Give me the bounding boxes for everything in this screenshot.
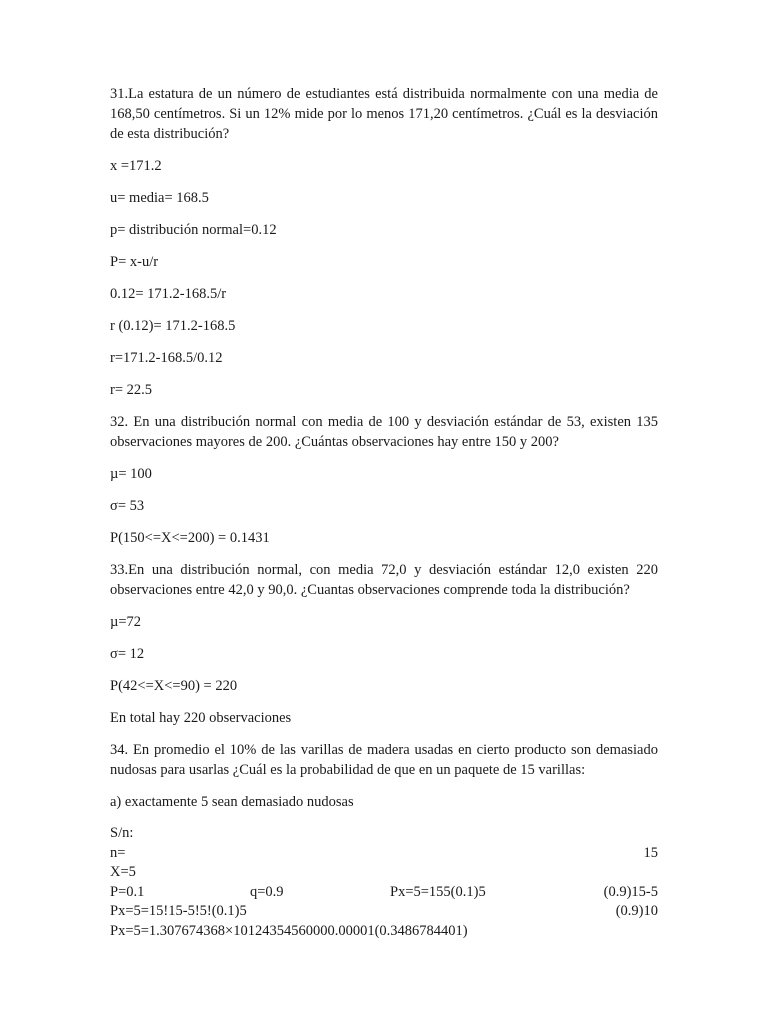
question-32-text: 32. En una distribución normal con media de 100 y desviación estándar de 53, existen 135 observaciones mayores de 200. ¿Cuántas observaciones hay entre 150 y 200? [110,414,658,450]
q34-n-value: 15 [643,844,658,861]
q32-line-1: µ= 100 [110,466,152,482]
question-33-text: 33.En una distribución normal, con media 72,0 y desviación estándar 12,0 existen 220 observaciones entre 42,0 y 90,0. ¿Cuantas observaciones comprende toda la distribución? [110,562,658,598]
q32-line-3: P(150<=X<=200) = 0.1431 [110,530,270,546]
q31-line-4: P= x-u/r [110,254,159,270]
q33-line-2: σ= 12 [110,646,145,662]
q33-line-3: P(42<=X<=90) = 220 [110,678,238,694]
q34-p-value: P=0.1 [110,883,145,900]
q34-px-formula: Px=5=155(0.1)5 [390,883,486,900]
q34-px1-row [110,902,658,922]
q34-px1-right: (0.9)10 [615,903,658,919]
q34-n-label: n= [110,844,126,861]
q34-part-a: a) exactamente 5 sean demasiado nudosas [110,794,354,810]
q34-px2-line: Px=5=1.307674368×10124354560000.00001(0.3486784401) [110,922,468,939]
question-31-text: 31.La estatura de un número de estudiantes está distribuida normalmente con una media de 168,50 centímetros. Si un 12% mide por lo menos 171,20 centímetros. ¿Cuál es la desviación de esta distribución? [110,86,658,142]
q34-sn-label: S/n: [110,825,134,841]
q33-line-4: En total hay 220 observaciones [110,710,292,726]
q31-line-6: r (0.12)= 171.2-168.5 [110,318,236,334]
q31-line-2: u= media= 168.5 [110,190,209,206]
question-34-text: 34. En promedio el 10% de las varillas de madera usadas en cierto producto son demasiado nudosas para usarlas ¿Cuál es la probabilidad de que en un paquete de 15 varillas: [110,742,658,778]
q34-n-row [110,844,658,864]
q31-line-7: r=171.2-168.5/0.12 [110,350,223,366]
q34-x-line: X=5 [110,864,136,880]
q33-line-1: µ=72 [110,614,142,630]
q34-px-exponent: (0.9)15-5 [603,883,658,900]
q34-p-row [110,883,658,903]
q31-line-3: p= distribución normal=0.12 [110,222,277,238]
q34-q-value: q=0.9 [250,883,284,900]
q34-solution [110,824,658,941]
q31-line-8: r= 22.5 [110,382,153,398]
q34-px1-left: Px=5=15!15-5!5!(0.1)5 [110,903,247,919]
document-page [110,84,658,941]
q31-line-1: x =171.2 [110,158,162,174]
q31-line-5: 0.12= 171.2-168.5/r [110,286,227,302]
q32-line-2: σ= 53 [110,498,145,514]
